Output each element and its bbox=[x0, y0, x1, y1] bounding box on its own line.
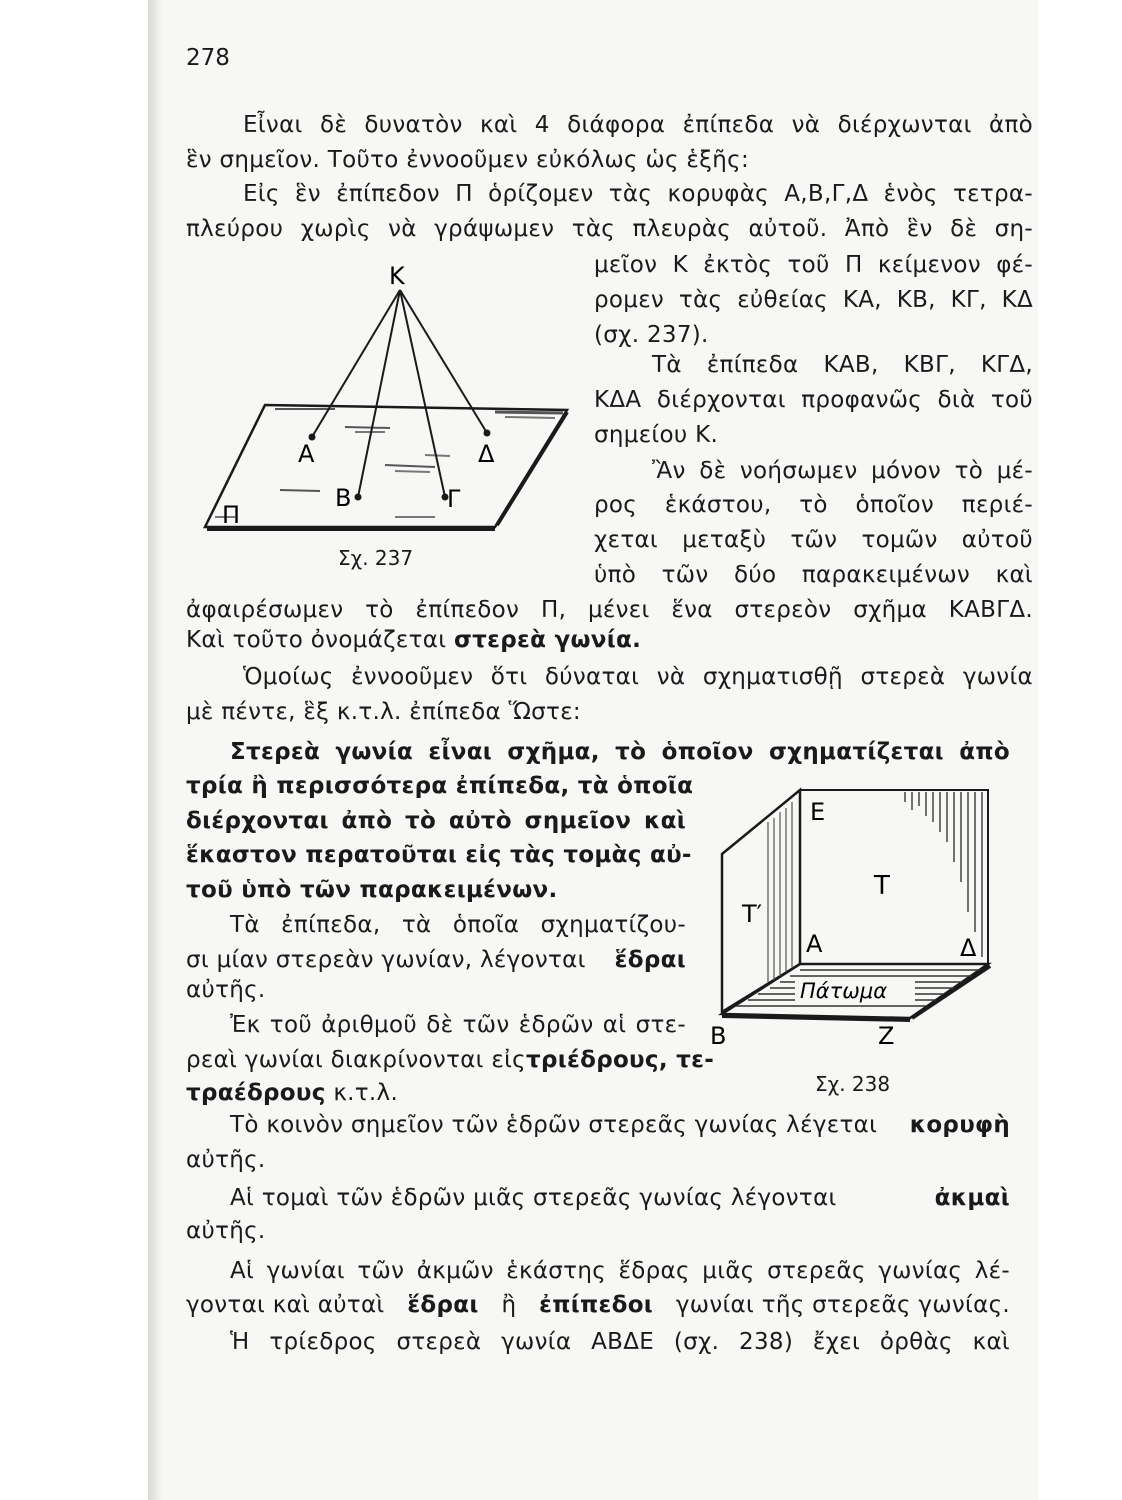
term-vertex: κορυφὴ bbox=[909, 1112, 1010, 1138]
text-run: ρεαὶ γωνίαι διακρίνονται εἰς bbox=[186, 1047, 526, 1073]
figure-237-caption: Σχ. 237 bbox=[338, 546, 414, 570]
plane-label-p: Π bbox=[222, 501, 241, 529]
definition-line: τοῦ ὑπὸ τῶν παρακειμένων. bbox=[186, 877, 558, 903]
vertex-label-z: Ζ bbox=[878, 1022, 895, 1050]
text-line: ρομεν τὰς εὐθείας ΚΑ, ΚΒ, ΚΓ, ΚΔ bbox=[594, 287, 1033, 313]
term-plane-angles: ἐπίπεδοι bbox=[539, 1292, 654, 1318]
text-line-with-term bbox=[230, 1110, 1010, 1140]
text-line: Ἡ τρίεδρος στερεὰ γωνία ΑΒΔΕ (σχ. 238) ἔχει ὀρθὰς καὶ bbox=[230, 1329, 1010, 1355]
vertex-label-d: Δ bbox=[960, 934, 977, 962]
term-tetrahedral: τραέδρους bbox=[186, 1080, 326, 1106]
text-line: Ἐκ τοῦ ἀριθμοῦ δὲ τῶν ἑδρῶν αἱ στε- bbox=[230, 1012, 686, 1038]
vertex-label-a: Α bbox=[298, 440, 315, 468]
text-line: ἀφαιρέσωμεν τὸ ἐπίπεδον Π, μένει ἕνα στερεὸν σχῆμα ΚΑΒΓΔ. bbox=[186, 597, 1033, 623]
text-line: χεται μεταξὺ τῶν τομῶν αὐτοῦ bbox=[594, 527, 1033, 553]
text-run: Τὸ κοινὸν σημεῖον τῶν ἑδρῶν στερεᾶς γωνίας λέγεται bbox=[230, 1112, 878, 1138]
term-solid-angle: στερεὰ γωνία. bbox=[453, 627, 642, 653]
vertex-label-d: Δ bbox=[478, 440, 495, 468]
figure-238-room-corner bbox=[700, 782, 1000, 1052]
text-line-with-term bbox=[230, 1183, 1010, 1213]
text-line: ρος ἑκάστου, τὸ ὁποῖον περιέ- bbox=[594, 492, 1033, 518]
text-line: Τὰ ἐπίπεδα, τὰ ὁποῖα σχηματίζου- bbox=[230, 912, 686, 938]
vertex-label-g: Γ bbox=[447, 485, 461, 513]
vertex-label-k: Κ bbox=[389, 262, 405, 290]
definition-line: ἕκαστον περατοῦται εἰς τὰς τομὰς αὐ- bbox=[186, 842, 692, 868]
text-line: Ἂν δὲ νοήσωμεν μόνον τὸ μέ- bbox=[652, 458, 1033, 484]
text-run: σι μίαν στερεὰν γωνίαν, λέγονται bbox=[186, 947, 586, 973]
wall-label-t-prime: Τ′ bbox=[742, 900, 763, 928]
vertex-label-a: Α bbox=[806, 930, 823, 958]
text-line: Εἰς ἓν ἐπίπεδον Π ὁρίζομεν τὰς κορυφὰς Α,Β,Γ,Δ ἑνὸς τετρα- bbox=[243, 181, 1033, 207]
text-line-with-term bbox=[186, 1290, 1010, 1320]
text-run: κ.τ.λ. bbox=[333, 1080, 399, 1106]
text-line: Ὁμοίως ἐννοοῦμεν ὅτι δύναται νὰ σχηματισθῇ στερεὰ γωνία bbox=[243, 664, 1033, 690]
text-line: ὑπὸ τῶν δύο παρακειμένων καὶ bbox=[594, 562, 1033, 588]
vertex-label-e: Ε bbox=[810, 798, 826, 826]
figure-238-caption: Σχ. 238 bbox=[815, 1072, 891, 1096]
term-faces: ἕδραι bbox=[614, 947, 686, 973]
text-run: γωνίαι τῆς στερεᾶς γωνίας. bbox=[675, 1292, 1010, 1318]
text-line: αὐτῆς. bbox=[186, 977, 266, 1003]
definition-line: Στερεὰ γωνία εἶναι σχῆμα, τὸ ὁποῖον σχηματίζεται ἀπὸ bbox=[230, 739, 1010, 765]
text-line: μὲ πέντε, ἓξ κ.τ.λ. ἐπίπεδα Ὥστε: bbox=[186, 699, 581, 725]
text-line-with-term bbox=[186, 625, 641, 655]
text-run: γονται καὶ αὐταὶ bbox=[186, 1292, 385, 1318]
text-run: ἢ bbox=[501, 1292, 517, 1318]
page-number: 278 bbox=[186, 45, 230, 71]
text-line: αὐτῆς. bbox=[186, 1147, 266, 1173]
vertex-label-b: Β bbox=[710, 1022, 727, 1050]
text-line: Εἶναι δὲ δυνατὸν καὶ 4 διάφορα ἐπίπεδα νὰ διέρχωνται ἀπὸ bbox=[243, 112, 1033, 138]
text-line: σημείου Κ. bbox=[594, 422, 719, 448]
term-edges: ἀκμαὶ bbox=[934, 1185, 1010, 1211]
text-line-with-term bbox=[186, 945, 686, 975]
text-line: (σχ. 237). bbox=[594, 322, 709, 348]
text-line: αὐτῆς. bbox=[186, 1218, 266, 1244]
page-edge-shadow bbox=[148, 0, 162, 1500]
text-line: ΚΔΑ διέρχονται προφανῶς διὰ τοῦ bbox=[594, 387, 1033, 413]
text-line: μεῖον Κ ἐκτὸς τοῦ Π κείμενον φέ- bbox=[594, 252, 1033, 278]
vertex-label-b: Β bbox=[335, 484, 352, 512]
text-run: Καὶ τοῦτο ὀνομάζεται bbox=[186, 627, 447, 653]
text-line-with-term bbox=[186, 1078, 398, 1108]
figure-237-pyramid bbox=[195, 255, 580, 545]
text-run: Αἱ τομαὶ τῶν ἑδρῶν μιᾶς στερεᾶς γωνίας λέγονται bbox=[230, 1185, 837, 1211]
text-line: πλεύρου χωρὶς νὰ γράψωμεν τὰς πλευρὰς αὐτοῦ. Ἀπὸ ἓν δὲ ση- bbox=[186, 216, 1033, 242]
wall-label-t: Τ bbox=[874, 871, 890, 901]
text-line: ἓν σημεῖον. Τοῦτο ἐννοοῦμεν εὐκόλως ὡς ἑξῆς: bbox=[186, 147, 749, 173]
term-trihedral: τριέδρους, τε- bbox=[525, 1047, 715, 1073]
definition-line: τρία ἢ περισσότερα ἐπίπεδα, τὰ ὁποῖα bbox=[186, 773, 694, 799]
text-line: Τὰ ἐπίπεδα ΚΑΒ, ΚΒΓ, ΚΓΔ, bbox=[652, 352, 1033, 378]
text-line: Αἱ γωνίαι τῶν ἀκμῶν ἑκάστης ἕδρας μιᾶς στερεᾶς γωνίας λέ- bbox=[230, 1258, 1010, 1284]
floor-label: Πάτωμα bbox=[800, 979, 888, 1003]
definition-line: διέρχονται ἀπὸ τὸ αὐτὸ σημεῖον καὶ bbox=[186, 808, 686, 834]
text-line-with-term bbox=[186, 1045, 715, 1075]
term-faces-2: ἕδραι bbox=[407, 1292, 479, 1318]
